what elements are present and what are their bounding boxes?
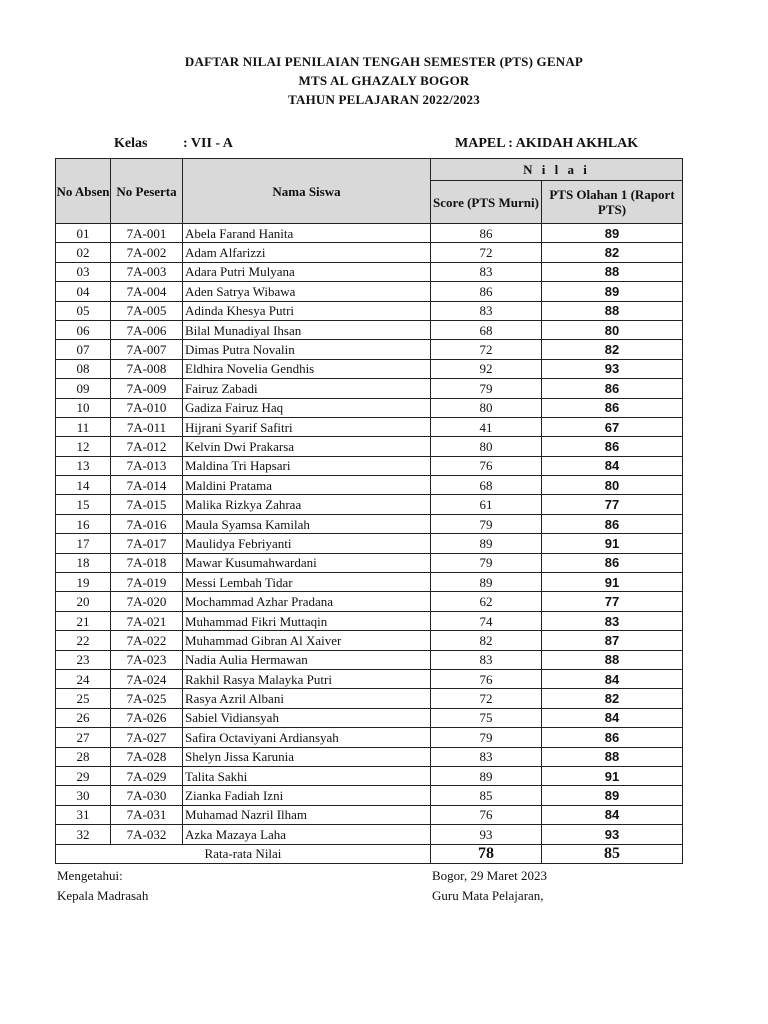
class-value: : VII - A [183,136,233,151]
table-row [56,514,683,533]
absen-cell: 16 [56,514,111,533]
olahan-cell: 88 [542,650,683,669]
score-cell: 72 [431,243,542,262]
peserta-cell: 7A-027 [111,728,183,747]
document-title: DAFTAR NILAI PENILAIAN TENGAH SEMESTER (PTS) GENAP [184,54,584,69]
absen-cell: 11 [56,417,111,436]
student-name-cell: Rakhil Rasya Malayka Putri [183,669,431,688]
absen-cell: 22 [56,631,111,650]
table-row [56,573,683,592]
absen-cell: 07 [56,340,111,359]
student-name-cell: Talita Sakhi [183,766,431,785]
olahan-cell: 86 [542,514,683,533]
student-name-cell: Messi Lembah Tidar [183,573,431,592]
table-row [56,689,683,708]
absen-cell: 08 [56,359,111,378]
olahan-cell: 67 [542,417,683,436]
olahan-cell: 91 [542,534,683,553]
olahan-cell: 80 [542,476,683,495]
header-score: Score (PTS Murni) [431,181,542,224]
olahan-cell: 84 [542,708,683,727]
table-row [56,476,683,495]
table-row [56,553,683,572]
grades-table [55,158,683,864]
olahan-cell: 93 [542,825,683,844]
olahan-cell: 86 [542,379,683,398]
score-cell: 89 [431,534,542,553]
olahan-cell: 82 [542,340,683,359]
table-row [56,456,683,475]
peserta-cell: 7A-009 [111,379,183,398]
student-name-cell: Maula Syamsa Kamilah [183,514,431,533]
absen-cell: 03 [56,262,111,281]
olahan-cell: 86 [542,398,683,417]
student-name-cell: Hijrani Syarif Safitri [183,417,431,436]
score-cell: 85 [431,786,542,805]
peserta-cell: 7A-011 [111,417,183,436]
absen-cell: 09 [56,379,111,398]
guru-label: Guru Mata Pelajaran, [432,888,544,903]
table-row [56,708,683,727]
table-row [56,592,683,611]
olahan-cell: 89 [542,282,683,301]
absen-cell: 01 [56,224,111,243]
student-name-cell: Azka Mazaya Laha [183,825,431,844]
peserta-cell: 7A-014 [111,476,183,495]
absen-cell: 19 [56,573,111,592]
olahan-cell: 84 [542,669,683,688]
score-cell: 80 [431,437,542,456]
place-date: Bogor, 29 Maret 2023 [432,868,548,883]
score-cell: 83 [431,262,542,281]
olahan-cell: 87 [542,631,683,650]
table-row [56,611,683,630]
kepala-madrasah-label: Kepala Madrasah [57,888,149,903]
olahan-cell: 88 [542,262,683,281]
student-name-cell: Muhammad Gibran Al Xaiver [183,631,431,650]
olahan-cell: 77 [542,592,683,611]
student-name-cell: Eldhira Novelia Gendhis [183,359,431,378]
peserta-cell: 7A-010 [111,398,183,417]
absen-cell: 10 [56,398,111,417]
score-cell: 89 [431,573,542,592]
absen-cell: 15 [56,495,111,514]
table-row [56,398,683,417]
header-no-peserta: No Peserta [111,159,183,224]
absen-cell: 12 [56,437,111,456]
student-name-cell: Safira Octaviyani Ardiansyah [183,728,431,747]
table-row [56,631,683,650]
score-cell: 86 [431,224,542,243]
table-row [56,650,683,669]
olahan-cell: 86 [542,728,683,747]
header-no-absen: No Absen [56,159,111,224]
score-cell: 80 [431,398,542,417]
student-name-cell: Bilal Munadiyal Ihsan [183,320,431,339]
peserta-cell: 7A-026 [111,708,183,727]
olahan-cell: 80 [542,320,683,339]
peserta-cell: 7A-004 [111,282,183,301]
student-name-cell: Malika Rizkya Zahraa [183,495,431,514]
student-name-cell: Adara Putri Mulyana [183,262,431,281]
peserta-cell: 7A-005 [111,301,183,320]
score-cell: 86 [431,282,542,301]
peserta-cell: 7A-015 [111,495,183,514]
table-row [56,320,683,339]
absen-cell: 23 [56,650,111,669]
peserta-cell: 7A-024 [111,669,183,688]
table-row [56,747,683,766]
student-name-cell: Muhamad Nazril Ilham [183,805,431,824]
class-label: Kelas [114,136,148,151]
absen-cell: 25 [56,689,111,708]
header-nilai: N i l a i [431,159,683,181]
table-row [56,282,683,301]
absen-cell: 06 [56,320,111,339]
score-cell: 76 [431,669,542,688]
absen-cell: 05 [56,301,111,320]
student-name-cell: Kelvin Dwi Prakarsa [183,437,431,456]
school-name: MTS AL GHAZALY BOGOR [298,73,470,88]
student-name-cell: Shelyn Jissa Karunia [183,747,431,766]
peserta-cell: 7A-002 [111,243,183,262]
score-cell: 41 [431,417,542,436]
absen-cell: 24 [56,669,111,688]
student-name-cell: Zianka Fadiah Izni [183,786,431,805]
score-cell: 72 [431,340,542,359]
olahan-cell: 84 [542,456,683,475]
peserta-cell: 7A-031 [111,805,183,824]
table-row [56,766,683,785]
peserta-cell: 7A-019 [111,573,183,592]
absen-cell: 02 [56,243,111,262]
score-cell: 79 [431,553,542,572]
student-name-cell: Mochammad Azhar Pradana [183,592,431,611]
peserta-cell: 7A-012 [111,437,183,456]
absen-cell: 17 [56,534,111,553]
peserta-cell: 7A-028 [111,747,183,766]
peserta-cell: 7A-025 [111,689,183,708]
average-row [56,844,683,863]
absen-cell: 32 [56,825,111,844]
peserta-cell: 7A-030 [111,786,183,805]
olahan-cell: 84 [542,805,683,824]
score-cell: 68 [431,476,542,495]
absen-cell: 20 [56,592,111,611]
olahan-cell: 88 [542,747,683,766]
student-name-cell: Mawar Kusumahwardani [183,553,431,572]
score-cell: 79 [431,514,542,533]
table-row [56,669,683,688]
score-cell: 68 [431,320,542,339]
peserta-cell: 7A-001 [111,224,183,243]
table-row [56,340,683,359]
olahan-cell: 82 [542,689,683,708]
peserta-cell: 7A-017 [111,534,183,553]
olahan-cell: 77 [542,495,683,514]
absen-cell: 18 [56,553,111,572]
student-name-cell: Sabiel Vidiansyah [183,708,431,727]
score-cell: 75 [431,708,542,727]
olahan-cell: 82 [542,243,683,262]
olahan-cell: 83 [542,611,683,630]
student-name-cell: Maldina Tri Hapsari [183,456,431,475]
average-score: 78 [431,844,542,863]
table-row [56,379,683,398]
table-row [56,243,683,262]
score-cell: 93 [431,825,542,844]
absen-cell: 14 [56,476,111,495]
absen-cell: 21 [56,611,111,630]
header-nama-siswa: Nama Siswa [183,159,431,224]
score-cell: 82 [431,631,542,650]
academic-year: TAHUN PELAJARAN 2022/2023 [288,92,480,107]
score-cell: 74 [431,611,542,630]
olahan-cell: 89 [542,786,683,805]
absen-cell: 29 [56,766,111,785]
table-row [56,534,683,553]
table-row [56,301,683,320]
peserta-cell: 7A-016 [111,514,183,533]
peserta-cell: 7A-003 [111,262,183,281]
peserta-cell: 7A-020 [111,592,183,611]
peserta-cell: 7A-006 [111,320,183,339]
student-name-cell: Nadia Aulia Hermawan [183,650,431,669]
header-olahan: PTS Olahan 1 (Raport PTS) [542,181,683,224]
student-name-cell: Abela Farand Hanita [183,224,431,243]
student-name-cell: Dimas Putra Novalin [183,340,431,359]
olahan-cell: 93 [542,359,683,378]
peserta-cell: 7A-007 [111,340,183,359]
table-row [56,805,683,824]
score-cell: 83 [431,650,542,669]
absen-cell: 13 [56,456,111,475]
table-row [56,728,683,747]
score-cell: 83 [431,301,542,320]
olahan-cell: 91 [542,573,683,592]
absen-cell: 30 [56,786,111,805]
student-name-cell: Maldini Pratama [183,476,431,495]
absen-cell: 31 [56,805,111,824]
table-row [56,417,683,436]
score-cell: 83 [431,747,542,766]
mengetahui-label: Mengetahui: [57,868,123,883]
score-cell: 92 [431,359,542,378]
score-cell: 61 [431,495,542,514]
peserta-cell: 7A-013 [111,456,183,475]
subject-label: MAPEL : AKIDAH AKHLAK [455,136,639,151]
score-cell: 72 [431,689,542,708]
table-row [56,359,683,378]
student-name-cell: Gadiza Fairuz Haq [183,398,431,417]
student-name-cell: Fairuz Zabadi [183,379,431,398]
table-row [56,495,683,514]
average-label: Rata-rata Nilai [56,844,431,863]
olahan-cell: 91 [542,766,683,785]
student-name-cell: Aden Satrya Wibawa [183,282,431,301]
score-cell: 62 [431,592,542,611]
absen-cell: 27 [56,728,111,747]
olahan-cell: 89 [542,224,683,243]
average-olahan: 85 [542,844,683,863]
score-cell: 79 [431,728,542,747]
peserta-cell: 7A-023 [111,650,183,669]
table-row [56,437,683,456]
peserta-cell: 7A-018 [111,553,183,572]
olahan-cell: 88 [542,301,683,320]
score-cell: 76 [431,805,542,824]
peserta-cell: 7A-021 [111,611,183,630]
absen-cell: 28 [56,747,111,766]
peserta-cell: 7A-032 [111,825,183,844]
table-row [56,224,683,243]
table-row [56,786,683,805]
student-name-cell: Maulidya Febriyanti [183,534,431,553]
table-row [56,262,683,281]
olahan-cell: 86 [542,553,683,572]
student-name-cell: Muhammad Fikri Muttaqin [183,611,431,630]
peserta-cell: 7A-008 [111,359,183,378]
student-name-cell: Adam Alfarizzi [183,243,431,262]
peserta-cell: 7A-022 [111,631,183,650]
student-name-cell: Adinda Khesya Putri [183,301,431,320]
peserta-cell: 7A-029 [111,766,183,785]
score-cell: 89 [431,766,542,785]
absen-cell: 26 [56,708,111,727]
absen-cell: 04 [56,282,111,301]
student-name-cell: Rasya Azril Albani [183,689,431,708]
score-cell: 76 [431,456,542,475]
olahan-cell: 86 [542,437,683,456]
table-row [56,825,683,844]
score-cell: 79 [431,379,542,398]
